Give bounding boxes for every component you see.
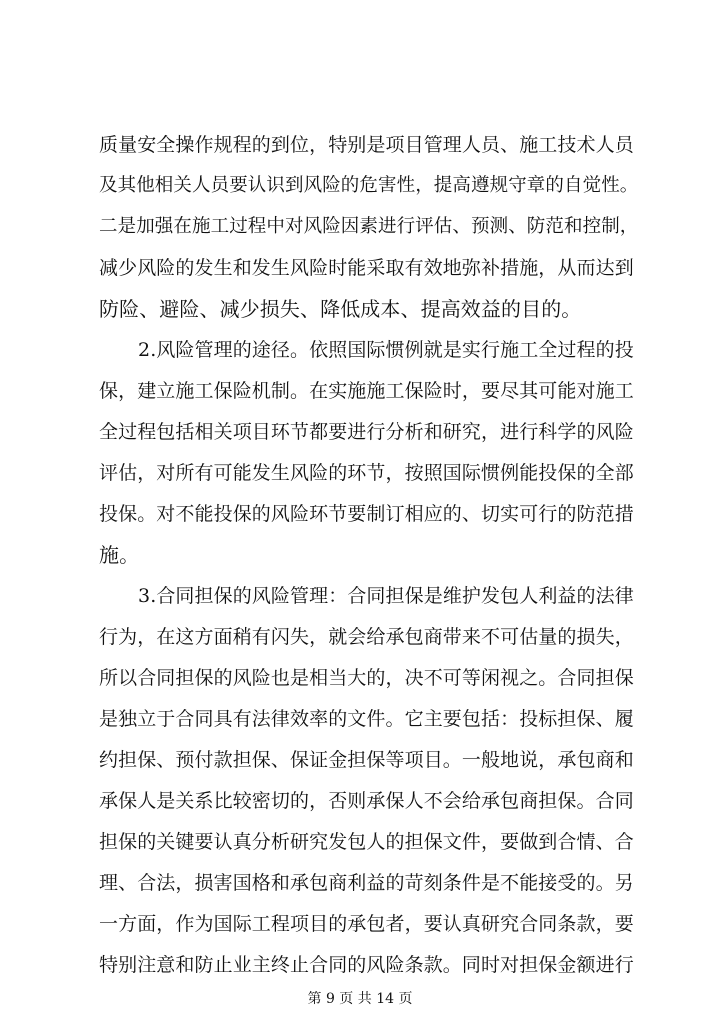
text-line: 是独立于合同具有法律效率的文件。它主要包括：投标担保、履 <box>99 708 634 730</box>
text-line: 3.合同担保的风险管理：合同担保是维护发包人利益的法律 <box>138 585 634 607</box>
text-line: 理、合法，损害国格和承包商利益的苛刻条件是不能接受的。另 <box>99 872 634 894</box>
text-line: 承保人是关系比较密切的，否则承保人不会给承包商担保。合同 <box>99 790 634 812</box>
text-line: 约担保、预付款担保、保证金担保等项目。一般地说，承包商和 <box>99 749 634 771</box>
text-line: 投保。对不能投保的风险环节要制订相应的、切实可行的防范措 <box>99 503 634 525</box>
text-line: 减少风险的发生和发生风险时能采取有效地弥补措施，从而达到 <box>99 257 634 279</box>
text-line: 防险、避险、减少损失、降低成本、提高效益的目的。 <box>99 297 582 321</box>
text-line: 质量安全操作规程的到位，特别是项目管理人员、施工技术人员 <box>99 134 634 156</box>
text-line: 行为，在这方面稍有闪失，就会给承包商带来不可估量的损失， <box>99 626 634 648</box>
text-line: 全过程包括相关项目环节都要进行分析和研究，进行科学的风险 <box>99 421 634 443</box>
text-line: 所以合同担保的风险也是相当大的，决不可等闲视之。合同担保 <box>99 667 634 689</box>
page-number-footer: 第 9 页 共 14 页 <box>307 991 413 1007</box>
text-line: 2.风险管理的途径。依照国际惯例就是实行施工全过程的投 <box>138 339 634 361</box>
text-line: 担保的关键要认真分析研究发包人的担保文件，要做到合情、合 <box>99 831 634 853</box>
text-line: 二是加强在施工过程中对风险因素进行评估、预测、防范和控制， <box>99 216 639 237</box>
text-line: 及其他相关人员要认识到风险的危害性，提高遵规守章的自觉性。 <box>99 175 639 196</box>
text-line: 保，建立施工保险机制。在实施施工保险时，要尽其可能对施工 <box>99 380 634 402</box>
text-line: 一方面，作为国际工程项目的承包者，要认真研究合同条款，要 <box>99 913 634 935</box>
text-line: 特别注意和防止业主终止合同的风险条款。同时对担保金额进行 <box>99 954 634 976</box>
text-line: 评估，对所有可能发生风险的环节，按照国际惯例能投保的全部 <box>99 462 634 484</box>
text-line: 施。 <box>99 543 140 567</box>
